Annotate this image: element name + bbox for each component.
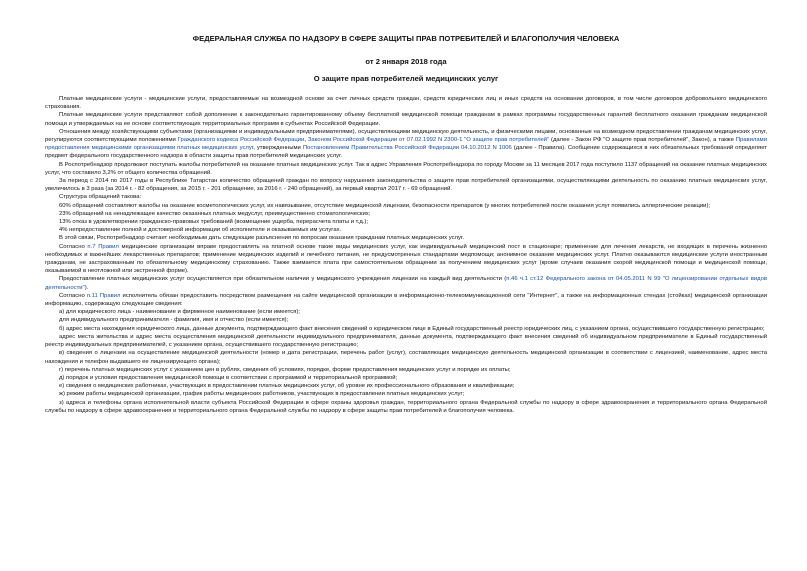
text-segment: , утвержденными <box>253 145 303 152</box>
paragraph-disclosure <box>45 292 767 308</box>
text-segment: ). <box>84 284 89 291</box>
list-item-z: з) адреса и телефоны органа исполнительной власти субъекта Российской Федерации в сфере охраны здоровья граждан, территориального органа Федеральной службы по надзору в сфере здравоохранения и территориального органа Федеральной службы по надзору в сфере здравоохранения и территориального органа Федеральной службы по надзору в сфере защиты прав потребителей и благополучия человека. <box>45 399 767 414</box>
paragraph-information: 4% непредоставление полной и достоверной информации об исполнителе и оказываемых им услугах. <box>59 227 342 234</box>
list-item-e: е) сведения о медицинских работниках, участвующих в предоставлении платных медицинских услуг, об уровне их профессионального образования и квалификации; <box>59 383 515 390</box>
paragraph-cosmetology: 60% обращений составляют жалобы на оказание косметологических услуг, их навязывание, отсутствие медицинской лицензии, безопасности препаратов (у многих потребителей после оказания услуг появились аллергические реакции); <box>59 202 711 209</box>
text-segment: Отношения между хозяйствующими субъектами (организациями и индивидуальными предпринимателями), осуществляющими медицинскую деятельность, и физическими лицами, основанные на возмездном предоставлении гражданам медицинских услуг, регулируются соответствующими положениями <box>45 128 767 144</box>
list-item-b-individual: адрес места жительства и адрес места осуществления медицинской деятельности индивидуального предпринимателя, данные документа, подтверждающего факт внесения сведений об индивидуальном предпринимателе в Единый государственный реестр индивидуальных предпринимателей, с указанием органа, осуществившего государственную регистрацию; <box>45 333 767 349</box>
agency-header: ФЕДЕРАЛЬНАЯ СЛУЖБА ПО НАДЗОРУ В СФЕРЕ ЗАЩИТЫ ПРАВ ПОТРЕБИТЕЛЕЙ И БЛАГОПОЛУЧИЯ ЧЕЛОВЕКА <box>192 34 620 43</box>
paragraph-supplement: Платные медицинские услуги представляют собой дополнение к законодательно гарантированному объему бесплатной медицинской помощи гражданам в рамках программы государственных гарантий бесплатного оказания гражданам медицинской помощи и утверждаемых на ее основе соответствующих территориальных программ в субъектах Российской Федерации. <box>45 112 767 127</box>
list-item-d: д) порядок и условия предоставления медицинской помощи в соответствии с программой и территориальной программой; <box>59 374 398 381</box>
list-item-a: а) для юридического лица - наименование и фирменное наименование (если имеется); <box>59 309 300 316</box>
document-body <box>45 95 767 415</box>
text-segment: медицинские организации вправе предоставлять на платной основе такие виды медицинских услуг, как индивидуальный медицинский пост в стационаре; применение для лечения лекарств, не входящих в перечень жизненно необходимых и важнейших лекарственных препаратов; применение медицинских изделий и лечебного питания, не предусмотренных стандартами медпомощи; анонимное оказание медицинских услуг. Платно оказываются медицинские услуги иностранным гражданам, не застрахованным по обязательному медицинскому страхованию. Также взимается плата при самостоятельном обращении за получением медицинских услуг (кроме случаев оказания скорой медицинской помощи и медицинской помощи, оказываемой в неотложной или экстренной форме). <box>45 243 768 275</box>
document-date: от 2 января 2018 года <box>365 57 447 66</box>
paragraph-structure: Структура обращений такова: <box>59 194 142 201</box>
text-segment: Предоставление платных медицинских услуг осуществляется при обязательном наличии у медицинского учреждения лицензии на каждый вид деятельности ( <box>59 276 507 283</box>
text-segment: , <box>304 137 308 144</box>
paragraph-definition: Платные медицинские услуги - медицинские услуги, предоставляемые на возмездной основе за счет личных средств граждан, средств юридических лиц и иных средств на основании договоров, в том числе договоров добровольного медицинского страхования. <box>45 96 767 111</box>
text-segment: исполнитель обязан предоставить посредством размещения на сайте медицинской организации в информационно-телекоммуникационной сети "Интернет", а также на информационных стендах (стойках) медицинской организации информацию, содержащую следующие сведения: <box>45 292 767 308</box>
list-item-a-individual: для индивидуального предпринимателя - фамилия, имя и отчество (если имеется); <box>59 317 289 324</box>
paragraph-tatarstan-complaints: За период с 2014 по 2017 годы в Республике Татарстан количество обращений граждан по вопросу нарушения законодательства о защите прав потребителей организациями, осуществляющими деятельность по оказанию платных медицинских услуг, увеличилось в 3 раза (за 2014 г. - 82 обращения, за 2015 г. - 201 обращение, за 2016 г. - 240 обращений), за первый квартал 2017 г. - 69 обращений. <box>45 178 767 193</box>
paragraph-regulation <box>45 128 767 161</box>
text-segment: Согласно <box>59 243 88 250</box>
list-item-v: в) сведения о лицензии на осуществление медицинской деятельности (номер и дата регистрации, перечень работ (услуг), составляющих медицинскую деятельность медицинской организации в соответствии с лицензией, наименование, адрес места нахождения и телефон выдавшего ее лицензирующего органа); <box>45 350 767 365</box>
document-title: О защите прав потребителей медицинских услуг <box>313 74 499 83</box>
paragraph-paid-services-types <box>45 243 767 276</box>
paragraph-moscow-complaints: В Роспотребнадзор продолжают поступать жалобы потребителей на оказание платных медицинских услуг. Так в адрес Управления Роспотребнадзора по городу Москве за 11 месяцев 2017 года поступило 1137 обращений на оказание платных медицинских услуг, что составило 3,2% от общего количества обращений. <box>45 161 767 176</box>
paragraph-explanations: В этой связи, Роспотребнадзор считает необходимым дать следующие разъяснения по вопросам оказания гражданам платных медицинских услуг. <box>59 235 464 242</box>
consumer-law-link[interactable]: Законом Российской Федерации от 07.02.1992 N 2300-1 "О защите прав потребителей" <box>307 137 550 144</box>
text-segment: (далее - Правила). Сообщение содержащихся в них обязательных требований определяет предмет федерального государственного надзора в области защиты прав потребителей медицинских услуг. <box>45 145 767 160</box>
text-segment: Согласно <box>59 292 87 299</box>
text-segment: (далее - Закон РФ "О защите прав потребителей", Закон), а также <box>549 137 736 144</box>
list-item-g: г) перечень платных медицинских услуг с указанием цен в рублях, сведения об условиях, порядке, форме предоставления медицинских услуг и порядке их оплаты; <box>59 366 511 373</box>
paragraph-refusal: 13% отказ в удовлетворении гражданско-правовых требований (возмещение ущерба, перерасчета платы и т.д.); <box>59 219 369 226</box>
list-item-b: б) адрес места нахождения юридического лица, данные документа, подтверждающего факт внесения сведений о юридическом лице в Единый государственный реестр юридических лиц, с указанием органа, осуществившего государственную регистрацию; <box>59 325 765 332</box>
rules-link[interactable]: Правилами предоставления медицинскими организациями платных медицинских услуг <box>45 137 767 152</box>
paragraph-quality: 23% обращений на ненадлежащее качество оказанных платных медуслуг, преимущественно стоматологических; <box>59 210 371 217</box>
list-item-zh: ж) режим работы медицинской организации, график работы медицинских работников, участвующих в предоставлении платных медицинских услуг; <box>59 391 465 398</box>
rules-p7-link[interactable]: п.7 Правил <box>87 243 119 250</box>
government-decree-link[interactable]: Постановлением Правительства Российской Федерации 04.10.2012 N 1006 <box>302 145 512 152</box>
rules-p11-link[interactable]: п.11 Правил <box>86 292 121 299</box>
licensing-law-link[interactable]: п.46 ч.1 ст.12 Федерального закона от 04.05.2011 N 99 "О лицензировании отдельных видов деятельности" <box>45 276 767 291</box>
paragraph-license <box>45 275 767 291</box>
civil-code-link[interactable]: Гражданского кодекса Российской Федерации <box>177 137 305 144</box>
